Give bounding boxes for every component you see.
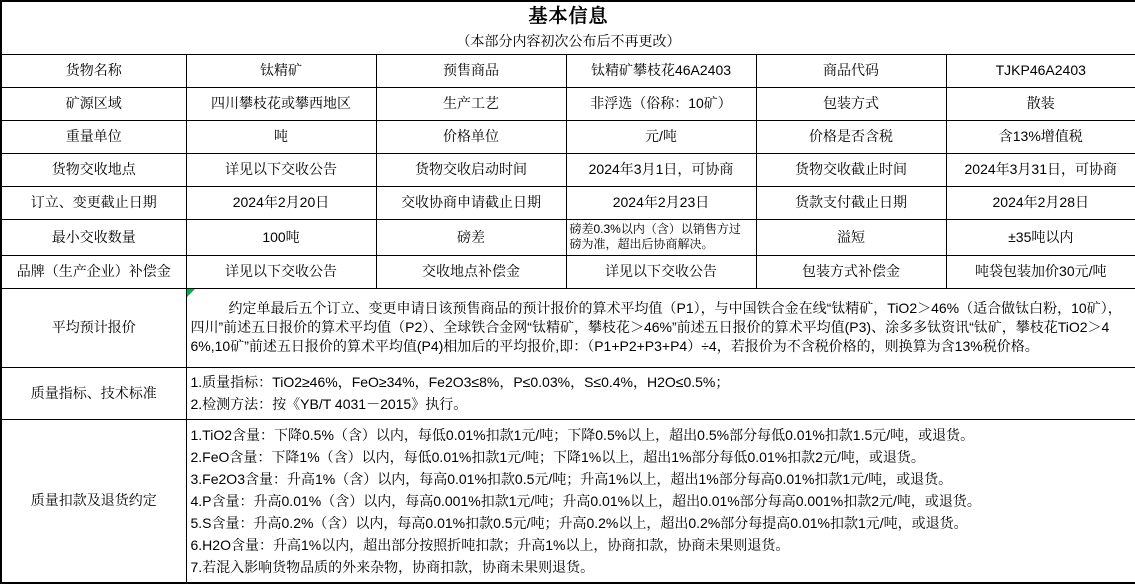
field-value: 2024年2月23日	[566, 186, 756, 219]
deduction-line: 6.H2O含量：升高1%以内，超出部分按照折吨扣款；升高1%以上，协商扣款，协商未果则退货。	[190, 536, 790, 553]
row-quantity-tolerance	[1, 219, 1135, 255]
field-label: 交收协商申请截止日期	[376, 186, 566, 219]
field-label: 预售商品	[376, 54, 566, 87]
field-label: 生产工艺	[376, 87, 566, 120]
deduction-line: 1.TiO2含量：下降0.5%（含）以内，每低0.01%扣款1元/吨；下降0.5%以上，超出0.5%部分每低0.01%扣款1.5元/吨，或退货。	[190, 426, 975, 443]
page-subtitle: （本部分内容初次公布后不再更改）	[456, 33, 681, 50]
field-label: 溢短	[756, 219, 946, 255]
row-compensations	[1, 255, 1135, 288]
row-goods-name	[1, 54, 1135, 87]
field-value: 2024年2月28日	[946, 186, 1135, 219]
deduction-line: 2.FeO含量：下降1%（含）以内，每低0.01%扣款1元/吨；下降1%以上，超出1%部分每低0.01%扣款2元/吨，或退货。	[190, 448, 925, 465]
field-value: 详见以下交收公告	[186, 255, 376, 288]
price-formula-text: 约定单最后五个订立、变更申请日该预售商品的预计报价的算术平均值（P1），与中国铁合金在线“钛精矿，TiO2＞46%（适合做钛白粉，10矿），四川”前述五日报价的算术平均值（P2）、全球铁合金网“钛精矿，攀枝花＞46%”前述五日报价的算术平均值(P3)、涂多多钛资讯“钛矿，攀枝花TiO2＞46%,10矿”前述五日报价的算术平均值(P4)相加后的平均报价,即：（P1+P2+P3+P4）÷4，若报价为不含税价格的，则换算为含13%税价格。	[190, 300, 1122, 354]
field-value: 含13%增值税	[946, 120, 1135, 153]
row-deduction-return-terms	[1, 419, 1135, 583]
field-value: 2024年3月31日，可协商	[946, 153, 1135, 186]
field-value: 100吨	[186, 219, 376, 255]
field-label: 包装方式补偿金	[756, 255, 946, 288]
row-delivery-time	[1, 153, 1135, 186]
field-label: 质量扣款及退货约定	[1, 419, 186, 583]
field-label: 平均预计报价	[1, 288, 186, 367]
field-value: 吨	[186, 120, 376, 153]
field-label: 矿源区域	[1, 87, 186, 120]
row-deadlines	[1, 186, 1135, 219]
field-value: 四川攀枝花或攀西地区	[186, 87, 376, 120]
field-label: 货物交收截止时间	[756, 153, 946, 186]
price-formula-cell	[186, 288, 1135, 367]
field-label: 品牌（生产企业）补偿金	[1, 255, 186, 288]
field-value: 钛精矿攀枝花46A2403	[566, 54, 756, 87]
field-value: 磅差0.3%以内（含）以销售方过磅为准，超出后协商解决。	[566, 219, 756, 255]
deduction-line: 7.若混入影响货物品质的外来杂物，协商扣款，协商未果则退货。	[190, 558, 595, 575]
table-header-row	[1, 1, 1135, 54]
field-value: ±35吨以内	[946, 219, 1135, 255]
field-value: 2024年3月1日，可协商	[566, 153, 756, 186]
deduction-line: 3.Fe2O3含量：升高1%（含）以内，每高0.01%扣款0.5元/吨；升高1%以上，超出1%部分每高0.01%扣款1元/吨，或退货。	[190, 470, 953, 487]
field-value: TJKP46A2403	[946, 54, 1135, 87]
field-value: 吨袋包装加价30元/吨	[946, 255, 1135, 288]
field-label: 价格是否含税	[756, 120, 946, 153]
page-title: 基本信息	[528, 6, 609, 28]
field-value: 散装	[946, 87, 1135, 120]
excel-corner-marker-icon	[187, 289, 195, 297]
field-label: 价格单位	[376, 120, 566, 153]
field-value: 元/吨	[566, 120, 756, 153]
field-label: 商品代码	[756, 54, 946, 87]
quality-standard-cell	[186, 367, 1135, 419]
field-label: 货物名称	[1, 54, 186, 87]
field-value: 详见以下交收公告	[566, 255, 756, 288]
deduction-line: 5.S含量：升高0.2%（含）以内，每高0.01%扣款0.5元/吨；升高0.2%以上，超出0.2%部分每提高0.01%扣款1元/吨，或退货。	[190, 514, 968, 531]
field-value: 钛精矿	[186, 54, 376, 87]
field-value: 详见以下交收公告	[186, 153, 376, 186]
row-units	[1, 120, 1135, 153]
field-label: 订立、变更截止日期	[1, 186, 186, 219]
field-label: 质量指标、技术标准	[1, 367, 186, 419]
field-label: 包装方式	[756, 87, 946, 120]
row-average-estimated-price	[1, 288, 1135, 367]
quality-line: 2.检测方法：按《YB/T 4031－2015》执行。	[190, 396, 468, 412]
field-value: 非浮选（俗称：10矿）	[566, 87, 756, 120]
quality-line: 1.质量指标：TiO2≥46%，FeO≥34%，Fe2O3≤8%，P≤0.03%，S≤0.4%，H2O≤0.5%；	[190, 374, 730, 390]
field-label: 重量单位	[1, 120, 186, 153]
field-label: 磅差	[376, 219, 566, 255]
field-label: 货物交收地点	[1, 153, 186, 186]
deduction-line: 4.P含量：升高0.01%（含）以内，每高0.001%扣款1元/吨；升高0.01%以上，超出0.01%部分每高0.001%扣款2元/吨，或退货。	[190, 492, 981, 509]
field-label: 货款支付截止日期	[756, 186, 946, 219]
field-value: 2024年2月20日	[186, 186, 376, 219]
deduction-terms-cell	[186, 419, 1135, 583]
row-quality-standard	[1, 367, 1135, 419]
field-label: 最小交收数量	[1, 219, 186, 255]
field-label: 货物交收启动时间	[376, 153, 566, 186]
field-label: 交收地点补偿金	[376, 255, 566, 288]
row-ore-region	[1, 87, 1135, 120]
table-header-cell	[1, 1, 1135, 54]
